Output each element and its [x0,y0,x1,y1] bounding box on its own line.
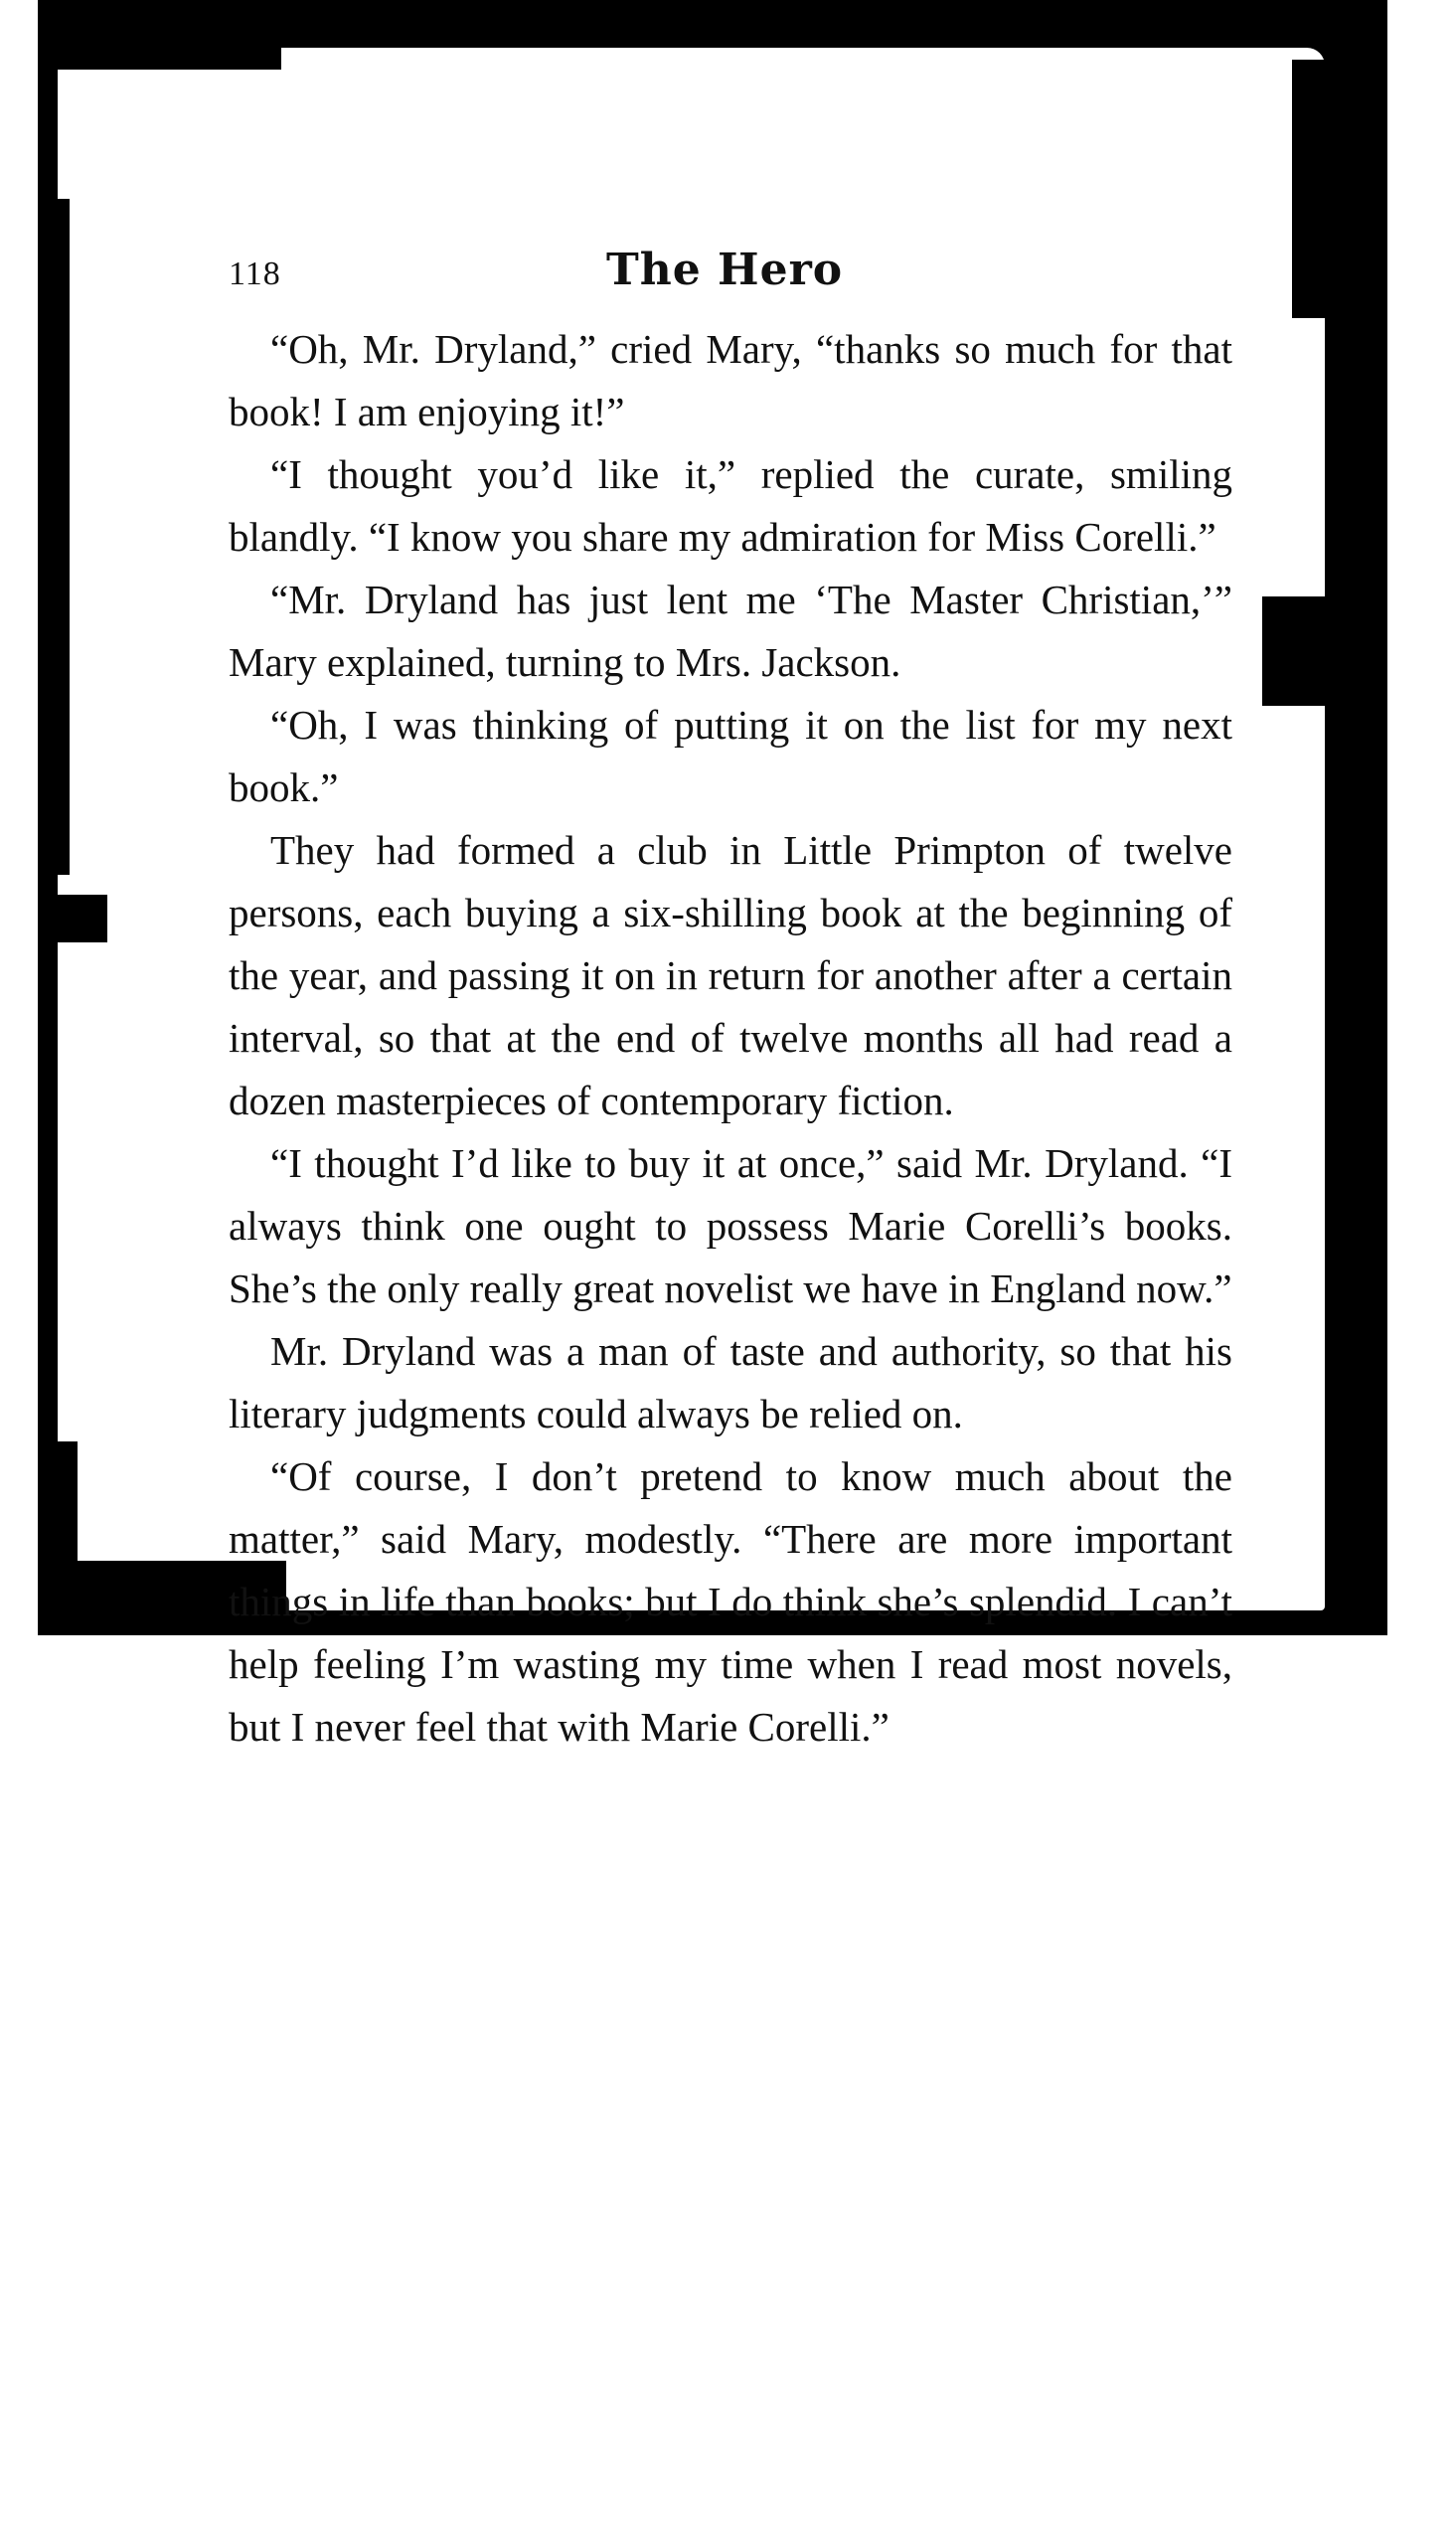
paragraph: “Of course, I don’t pretend to know much about the matter,” said Mary, modestly. “There are more important things in life than books; but I do think she’s splendid. I can’t help feeling I’m wasting my time when I read most novels, but I never feel that with Marie Corelli.” [229,1453,1232,1750]
paragraph: “Mr. Dryland has just lent me ‘The Master Christian,’” Mary explained, turning to Mrs. Jackson. [229,577,1232,685]
paragraph: They had formed a club in Little Primpton of twelve persons, each buying a six-shilling book at the beginning of the year, and passing it on in return for another after a certain interval, so that at the end of twelve months all had read a dozen masterpieces of contemporary fiction. [229,827,1232,1123]
scan-edge-shadow [1342,716,1387,1272]
scan-edge-shadow [1292,60,1387,318]
paragraph: “Oh, I was thinking of putting it on the list for my next book.” [229,702,1232,810]
paragraph: “I thought I’d like to buy it at once,” said Mr. Dryland. “I always think one ought to possess Marie Corelli’s books. She’s the only really great novelist we have in England now.” [229,1140,1232,1311]
scan-edge-shadow [38,0,281,70]
scan-edge-shadow [38,199,70,875]
running-head [229,239,1232,308]
scan-edge-shadow [38,895,107,942]
scan-edge-shadow [437,0,1387,40]
scan-edge-shadow [1262,596,1387,706]
paragraph: “Oh, Mr. Dryland,” cried Mary, “thanks so much for that book! I am enjoying it!” [229,326,1232,434]
paragraph: “I thought you’d like it,” replied the curate, smiling blandly. “I know you share my admiration for Miss Corelli.” [229,451,1232,560]
page-text-block [229,239,1232,1759]
page-number: 118 [229,255,281,292]
paragraph: Mr. Dryland was a man of taste and authority, so that his literary judgments could always be relied on. [229,1328,1232,1436]
running-title: The Hero [606,245,844,295]
scan-edge-shadow [38,1441,78,1561]
